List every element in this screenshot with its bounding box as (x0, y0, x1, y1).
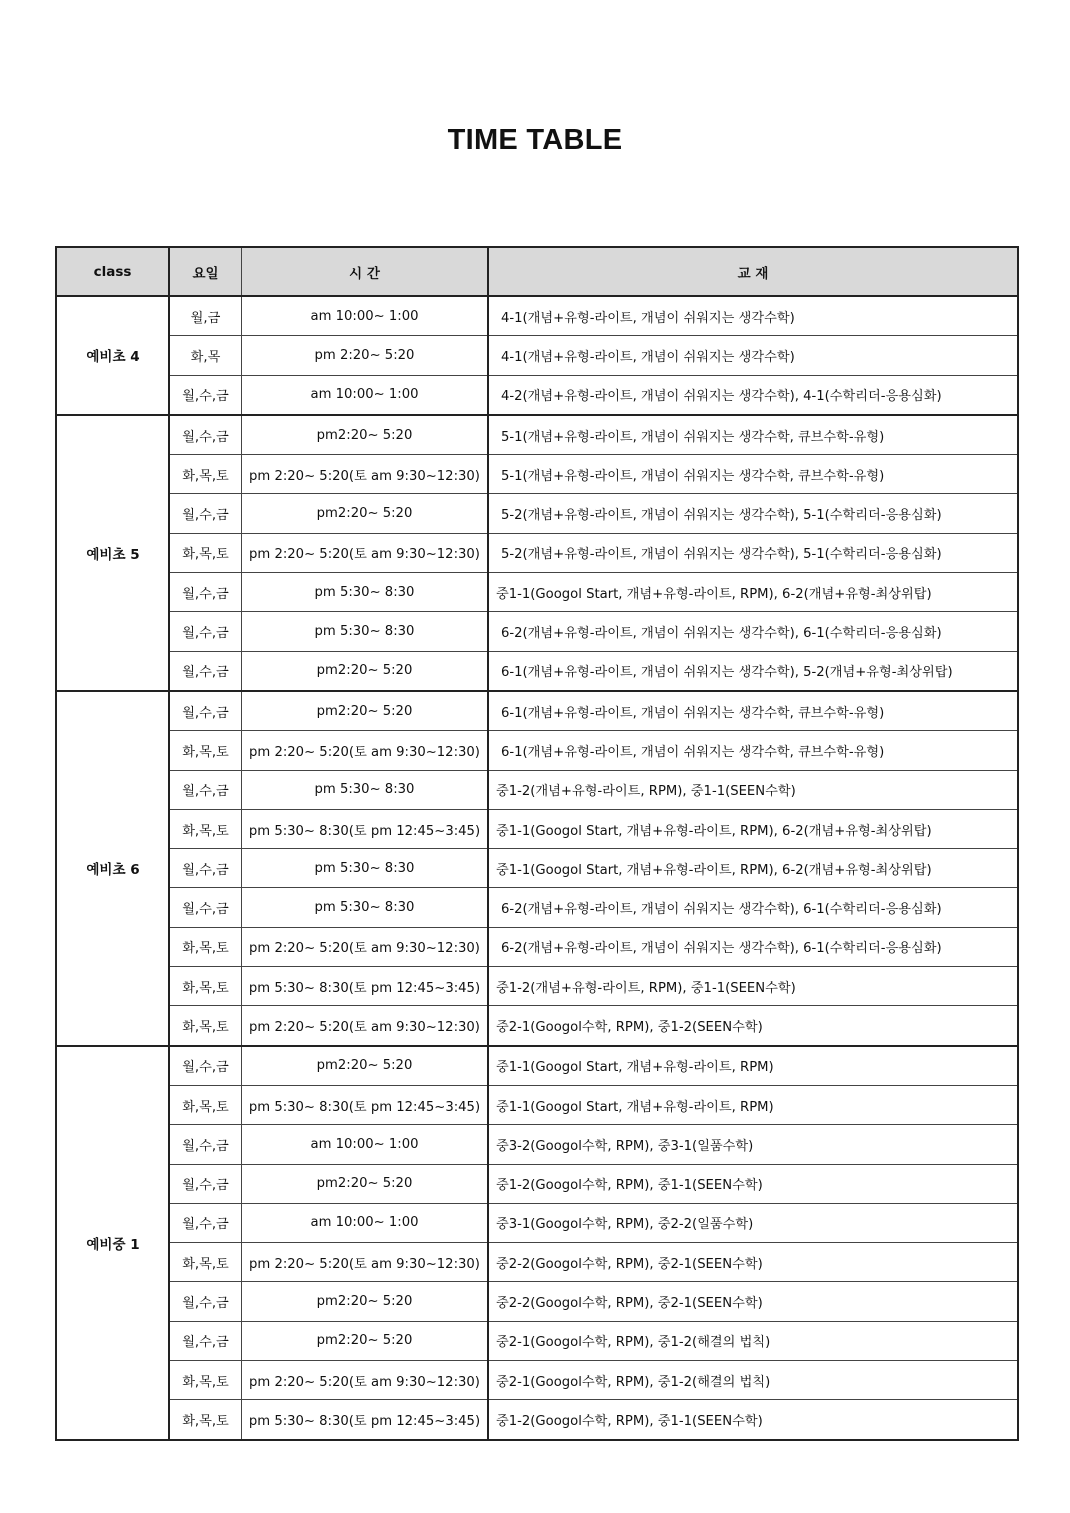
day-cell: 월,수,금 (169, 415, 242, 455)
day-cell: 월,수,금 (169, 1125, 242, 1164)
day-cell: 월,수,금 (169, 849, 242, 888)
table-row (56, 296, 1018, 336)
page-title: TIME TABLE (447, 124, 623, 156)
table-row (56, 415, 1018, 455)
textbook-cell: 6-2(개념+유형-라이트, 개념이 쉬워지는 생각수학), 6-1(수학리더-응용심화) (488, 927, 1018, 966)
textbook-cell: 중2-2(Googol수학, RPM), 중2-1(SEEN수학) (488, 1243, 1018, 1282)
textbook-cell: 5-1(개념+유형-라이트, 개념이 쉬워지는 생각수학, 큐브수학-유형) (488, 455, 1018, 494)
day-cell: 월,수,금 (169, 770, 242, 809)
table-body (56, 296, 1018, 1440)
time-cell: pm2:20~ 5:20 (242, 691, 489, 731)
textbook-cell: 중2-1(Googol수학, RPM), 중1-2(해결의 법칙) (488, 1361, 1018, 1400)
time-cell: pm 2:20~ 5:20(토 am 9:30~12:30) (242, 731, 489, 770)
day-cell: 월,수,금 (169, 494, 242, 533)
textbook-cell: 중1-1(Googol Start, 개념+유형-라이트, RPM), 6-2(개념+유형-최상위탑) (488, 849, 1018, 888)
table-row (56, 375, 1018, 415)
table-header-row (56, 247, 1018, 296)
time-cell: am 10:00~ 1:00 (242, 375, 489, 415)
day-cell: 월,수,금 (169, 1321, 242, 1360)
textbook-cell: 5-1(개념+유형-라이트, 개념이 쉬워지는 생각수학, 큐브수학-유형) (488, 415, 1018, 455)
day-cell: 월,수,금 (169, 612, 242, 651)
textbook-cell: 중1-1(Googol Start, 개념+유형-라이트, RPM), 6-2(개념+유형-최상위탑) (488, 573, 1018, 612)
time-cell: pm 2:20~ 5:20(토 am 9:30~12:30) (242, 1243, 489, 1282)
textbook-cell: 6-1(개념+유형-라이트, 개념이 쉬워지는 생각수학), 5-2(개념+유형-최상위탑) (488, 651, 1018, 691)
table-row (56, 809, 1018, 848)
header-time: 시 간 (242, 247, 489, 296)
day-cell: 화,목 (169, 336, 242, 375)
table-row (56, 1203, 1018, 1242)
textbook-cell: 중1-1(Googol Start, 개념+유형-라이트, RPM) (488, 1046, 1018, 1086)
group-label: 예비초 5 (56, 415, 169, 691)
textbook-cell: 4-1(개념+유형-라이트, 개념이 쉬워지는 생각수학) (488, 336, 1018, 375)
time-cell: pm2:20~ 5:20 (242, 494, 489, 533)
time-cell: pm2:20~ 5:20 (242, 1046, 489, 1086)
day-cell: 월,수,금 (169, 375, 242, 415)
table-row (56, 1006, 1018, 1046)
day-cell: 월,수,금 (169, 888, 242, 927)
table-row (56, 1243, 1018, 1282)
textbook-cell: 중1-2(개념+유형-라이트, RPM), 중1-1(SEEN수학) (488, 967, 1018, 1006)
table-row (56, 336, 1018, 375)
textbook-cell: 중1-2(Googol수학, RPM), 중1-1(SEEN수학) (488, 1164, 1018, 1203)
day-cell: 화,목,토 (169, 731, 242, 770)
time-cell: am 10:00~ 1:00 (242, 296, 489, 336)
time-cell: pm 5:30~ 8:30 (242, 612, 489, 651)
table-row (56, 612, 1018, 651)
textbook-cell: 6-1(개념+유형-라이트, 개념이 쉬워지는 생각수학, 큐브수학-유형) (488, 691, 1018, 731)
time-cell: pm2:20~ 5:20 (242, 651, 489, 691)
time-cell: pm 5:30~ 8:30 (242, 849, 489, 888)
time-cell: pm 5:30~ 8:30 (242, 770, 489, 809)
textbook-cell: 5-2(개념+유형-라이트, 개념이 쉬워지는 생각수학), 5-1(수학리더-응용심화) (488, 533, 1018, 572)
day-cell: 월,수,금 (169, 651, 242, 691)
time-cell: pm 2:20~ 5:20(토 am 9:30~12:30) (242, 533, 489, 572)
day-cell: 월,금 (169, 296, 242, 336)
table-row (56, 849, 1018, 888)
textbook-cell: 중1-2(개념+유형-라이트, RPM), 중1-1(SEEN수학) (488, 770, 1018, 809)
day-cell: 화,목,토 (169, 927, 242, 966)
day-cell: 월,수,금 (169, 1203, 242, 1242)
day-cell: 화,목,토 (169, 455, 242, 494)
day-cell: 월,수,금 (169, 1046, 242, 1086)
header-class: class (56, 247, 169, 296)
table-row (56, 1125, 1018, 1164)
table-row (56, 573, 1018, 612)
time-cell: pm 5:30~ 8:30(토 pm 12:45~3:45) (242, 1400, 489, 1440)
time-cell: pm2:20~ 5:20 (242, 1164, 489, 1203)
day-cell: 화,목,토 (169, 809, 242, 848)
textbook-cell: 중2-1(Googol수학, RPM), 중1-2(SEEN수학) (488, 1006, 1018, 1046)
table-row (56, 533, 1018, 572)
group-label: 예비초 6 (56, 691, 169, 1046)
table-row (56, 927, 1018, 966)
table-row (56, 967, 1018, 1006)
textbook-cell: 4-1(개념+유형-라이트, 개념이 쉬워지는 생각수학) (488, 296, 1018, 336)
time-cell: am 10:00~ 1:00 (242, 1125, 489, 1164)
time-cell: pm 2:20~ 5:20(토 am 9:30~12:30) (242, 1361, 489, 1400)
table-row (56, 1164, 1018, 1203)
header-book: 교 재 (488, 247, 1018, 296)
day-cell: 화,목,토 (169, 1361, 242, 1400)
time-cell: pm 5:30~ 8:30 (242, 573, 489, 612)
header-day: 요일 (169, 247, 242, 296)
table-row (56, 494, 1018, 533)
day-cell: 월,수,금 (169, 1282, 242, 1321)
textbook-cell: 중2-1(Googol수학, RPM), 중1-2(해결의 법칙) (488, 1321, 1018, 1360)
table-row (56, 691, 1018, 731)
day-cell: 화,목,토 (169, 1243, 242, 1282)
table-row (56, 1321, 1018, 1360)
day-cell: 월,수,금 (169, 1164, 242, 1203)
time-cell: pm 2:20~ 5:20 (242, 336, 489, 375)
table-row (56, 1400, 1018, 1440)
textbook-cell: 중3-2(Googol수학, RPM), 중3-1(일품수학) (488, 1125, 1018, 1164)
day-cell: 화,목,토 (169, 1006, 242, 1046)
day-cell: 화,목,토 (169, 1400, 242, 1440)
time-cell: pm2:20~ 5:20 (242, 1282, 489, 1321)
time-cell: pm 5:30~ 8:30 (242, 888, 489, 927)
timetable (55, 246, 1019, 1441)
table-row (56, 1046, 1018, 1086)
time-cell: pm2:20~ 5:20 (242, 1321, 489, 1360)
textbook-cell: 6-2(개념+유형-라이트, 개념이 쉬워지는 생각수학), 6-1(수학리더-응용심화) (488, 888, 1018, 927)
day-cell: 월,수,금 (169, 691, 242, 731)
textbook-cell: 중1-2(Googol수학, RPM), 중1-1(SEEN수학) (488, 1400, 1018, 1440)
table-row (56, 455, 1018, 494)
table-row (56, 1085, 1018, 1124)
time-cell: pm 2:20~ 5:20(토 am 9:30~12:30) (242, 1006, 489, 1046)
textbook-cell: 중1-1(Googol Start, 개념+유형-라이트, RPM) (488, 1085, 1018, 1124)
textbook-cell: 중2-2(Googol수학, RPM), 중2-1(SEEN수학) (488, 1282, 1018, 1321)
time-cell: pm 2:20~ 5:20(토 am 9:30~12:30) (242, 455, 489, 494)
table-row (56, 1361, 1018, 1400)
textbook-cell: 중1-1(Googol Start, 개념+유형-라이트, RPM), 6-2(개념+유형-최상위탑) (488, 809, 1018, 848)
day-cell: 화,목,토 (169, 1085, 242, 1124)
textbook-cell: 6-2(개념+유형-라이트, 개념이 쉬워지는 생각수학), 6-1(수학리더-응용심화) (488, 612, 1018, 651)
group-label: 예비초 4 (56, 296, 169, 415)
time-cell: pm2:20~ 5:20 (242, 415, 489, 455)
table-row (56, 651, 1018, 691)
time-cell: pm 2:20~ 5:20(토 am 9:30~12:30) (242, 927, 489, 966)
textbook-cell: 중3-1(Googol수학, RPM), 중2-2(일품수학) (488, 1203, 1018, 1242)
day-cell: 월,수,금 (169, 573, 242, 612)
table-row (56, 888, 1018, 927)
time-cell: pm 5:30~ 8:30(토 pm 12:45~3:45) (242, 1085, 489, 1124)
day-cell: 화,목,토 (169, 967, 242, 1006)
table-row (56, 731, 1018, 770)
textbook-cell: 5-2(개념+유형-라이트, 개념이 쉬워지는 생각수학), 5-1(수학리더-응용심화) (488, 494, 1018, 533)
time-cell: am 10:00~ 1:00 (242, 1203, 489, 1242)
day-cell: 화,목,토 (169, 533, 242, 572)
time-cell: pm 5:30~ 8:30(토 pm 12:45~3:45) (242, 809, 489, 848)
table-row (56, 1282, 1018, 1321)
textbook-cell: 4-2(개념+유형-라이트, 개념이 쉬워지는 생각수학), 4-1(수학리더-응용심화) (488, 375, 1018, 415)
group-label: 예비중 1 (56, 1046, 169, 1440)
textbook-cell: 6-1(개념+유형-라이트, 개념이 쉬워지는 생각수학, 큐브수학-유형) (488, 731, 1018, 770)
table-row (56, 770, 1018, 809)
time-cell: pm 5:30~ 8:30(토 pm 12:45~3:45) (242, 967, 489, 1006)
